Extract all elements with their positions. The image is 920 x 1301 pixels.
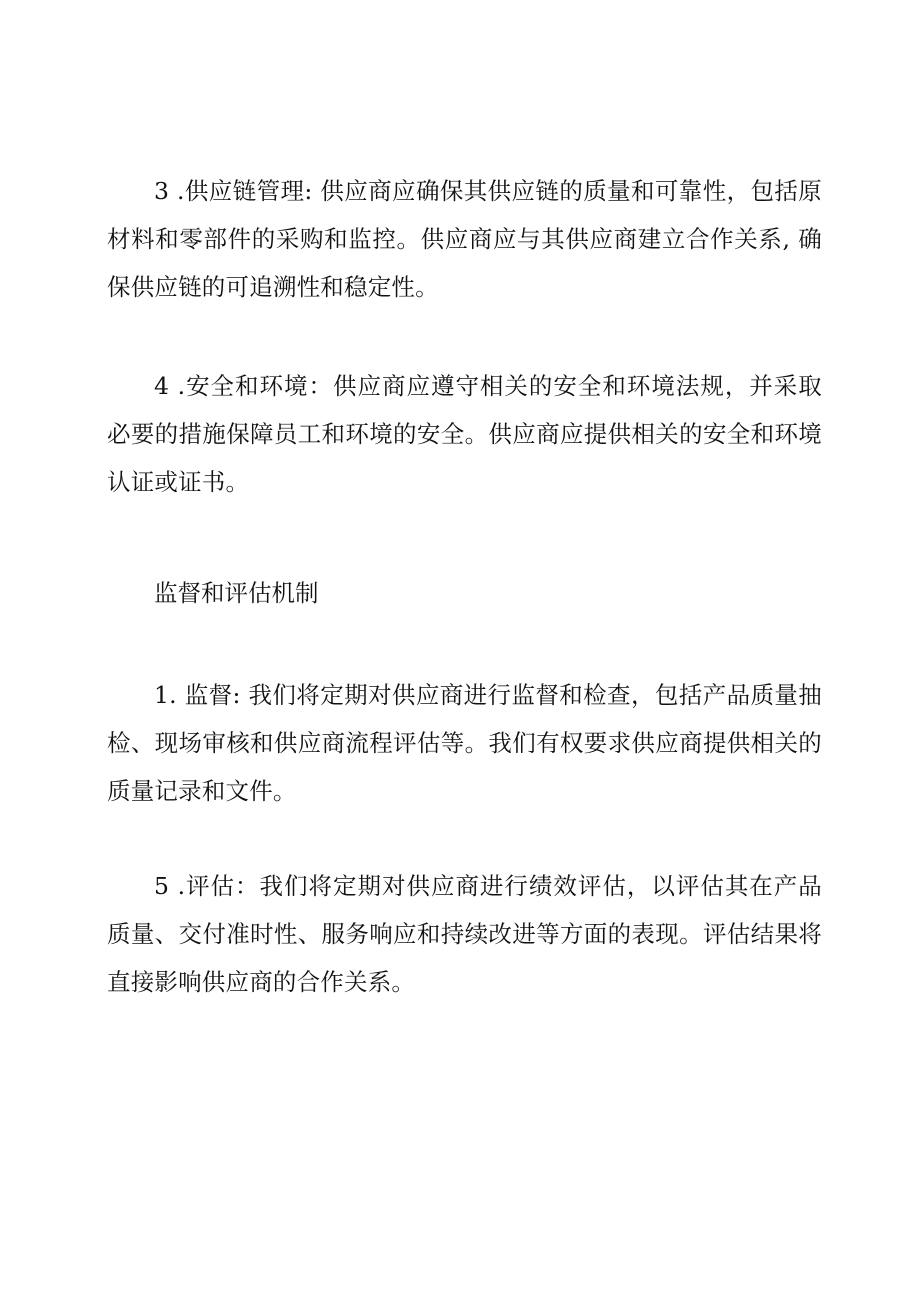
paragraph-evaluation: 5 .评估：我们将定期对供应商进行绩效评估，以评估其在产品质量、交付准时性、服务响应和持续改进等方面的表现。评估结果将直接影响供应商的合作关系。 xyxy=(107,872,822,996)
paragraph-supervision: 1. 监督: 我们将定期对供应商进行监督和检查，包括产品质量抽检、现场审核和供应商流程评估等。我们有权要求供应商提供相关的质量记录和文件。 xyxy=(107,681,822,805)
paragraph-safety-environment: 4 .安全和环境：供应商应遵守相关的安全和环境法规，并采取必要的措施保障员工和环境的安全。供应商应提供相关的安全和环境认证或证书。 xyxy=(107,372,822,496)
paragraph-supply-chain: 3 .供应链管理: 供应商应确保其供应链的质量和可靠性，包括原材料和零部件的采购和监控。供应商应与其供应商建立合作关系, 确保供应链的可追溯性和稳定性。 xyxy=(107,177,822,301)
section-heading: 监督和评估机制 xyxy=(154,579,319,607)
